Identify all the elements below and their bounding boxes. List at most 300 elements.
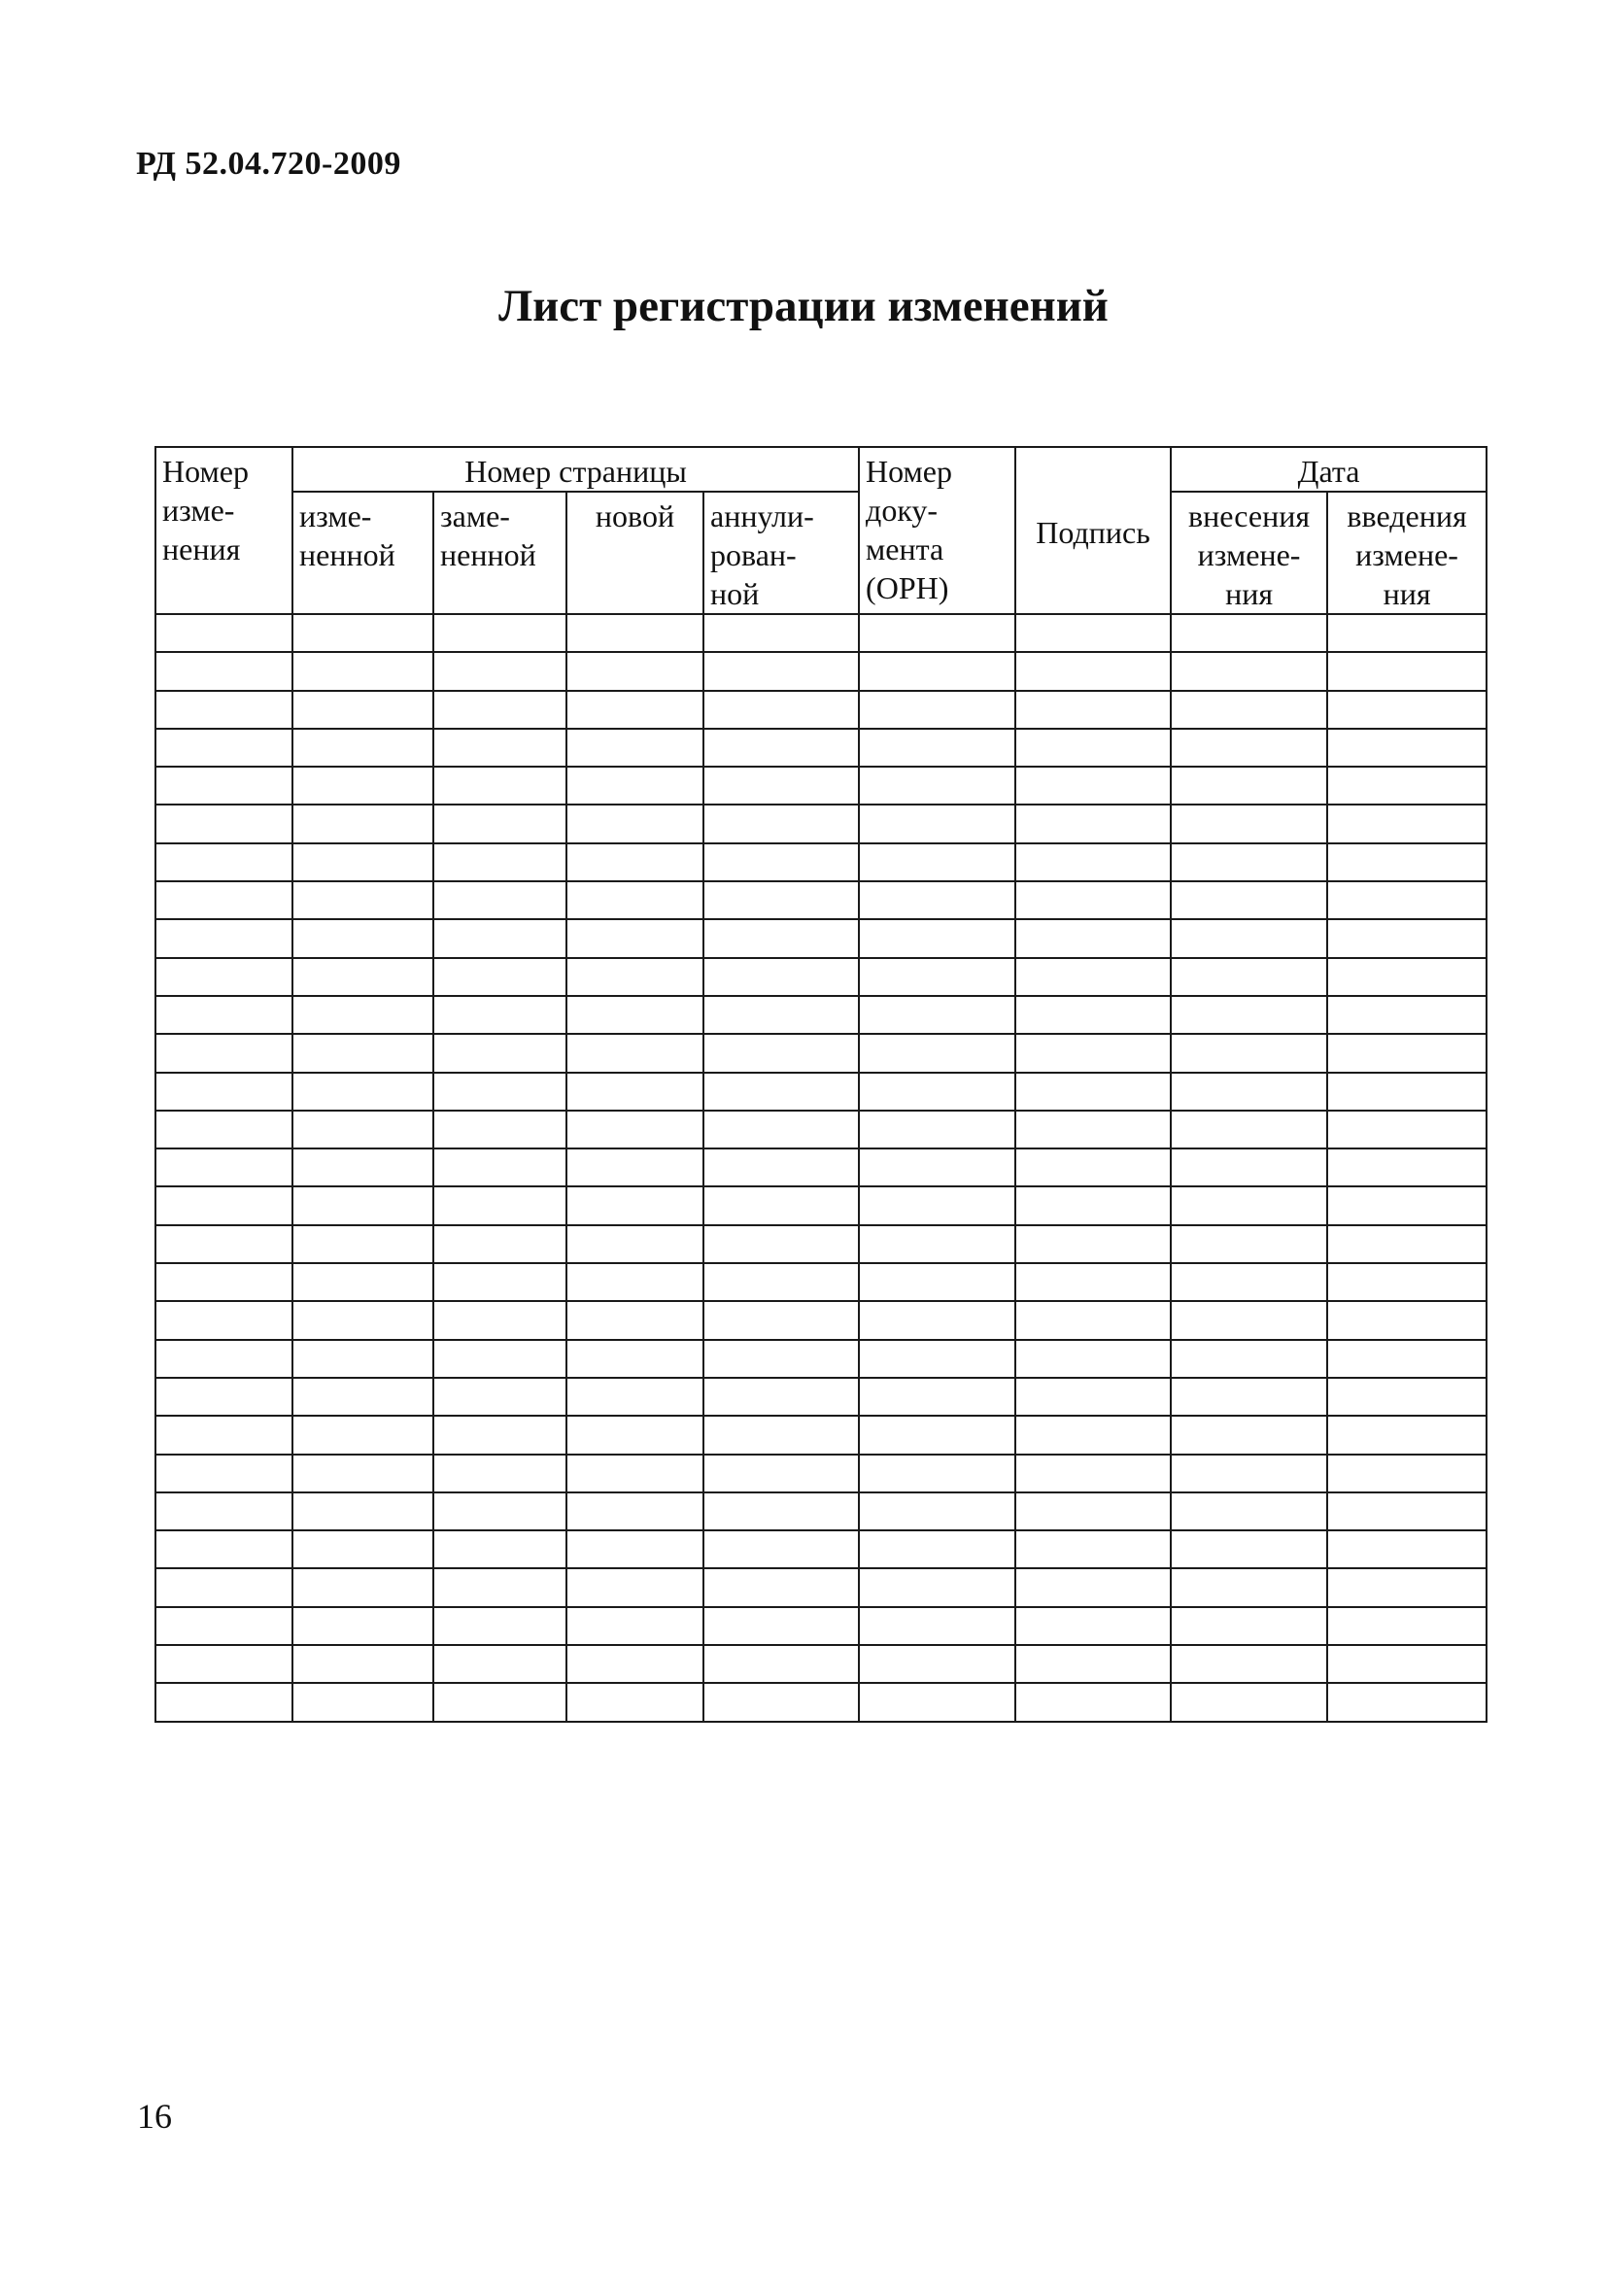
cell-changed — [292, 1530, 433, 1568]
cell-date-effective — [1327, 1416, 1487, 1454]
cell-signature — [1015, 1683, 1171, 1721]
cell-date-entry — [1171, 691, 1327, 729]
cell-signature — [1015, 1340, 1171, 1378]
header-date-effective — [1327, 492, 1487, 614]
cell-replaced — [433, 881, 566, 919]
header-changed-label: изме- ненной — [299, 498, 395, 572]
cell-changed — [292, 1416, 433, 1454]
cell-document-number — [859, 1111, 1015, 1148]
cell-replaced — [433, 1034, 566, 1072]
cell-change-number — [155, 691, 292, 729]
table-row — [155, 691, 1487, 729]
cell-replaced — [433, 919, 566, 957]
cell-date-entry — [1171, 843, 1327, 881]
cell-replaced — [433, 958, 566, 996]
cell-change-number — [155, 1111, 292, 1148]
cell-new — [566, 1301, 703, 1339]
header-annulled-label: аннули- рован- ной — [710, 498, 814, 611]
cell-changed — [292, 1225, 433, 1263]
table-body — [155, 614, 1487, 1722]
cell-date-entry — [1171, 1455, 1327, 1492]
cell-date-effective — [1327, 1530, 1487, 1568]
cell-new — [566, 691, 703, 729]
header-annulled — [703, 492, 859, 614]
cell-annulled — [703, 1301, 859, 1339]
change-registration-table — [154, 446, 1487, 1723]
table-row — [155, 958, 1487, 996]
cell-document-number — [859, 1607, 1015, 1645]
cell-date-effective — [1327, 1073, 1487, 1111]
header-date-group-label: Дата — [1297, 454, 1360, 489]
cell-annulled — [703, 1225, 859, 1263]
cell-annulled — [703, 996, 859, 1034]
cell-changed — [292, 1148, 433, 1186]
cell-signature — [1015, 1073, 1171, 1111]
table-row — [155, 1301, 1487, 1339]
cell-change-number — [155, 1645, 292, 1683]
cell-new — [566, 1645, 703, 1683]
cell-date-entry — [1171, 614, 1327, 652]
cell-new — [566, 881, 703, 919]
cell-changed — [292, 919, 433, 957]
cell-date-entry — [1171, 1530, 1327, 1568]
cell-date-entry — [1171, 1186, 1327, 1224]
cell-date-entry — [1171, 805, 1327, 842]
cell-change-number — [155, 614, 292, 652]
cell-document-number — [859, 1683, 1015, 1721]
cell-changed — [292, 1683, 433, 1721]
cell-date-entry — [1171, 1568, 1327, 1606]
header-signature-label: Подпись — [1036, 515, 1150, 550]
cell-date-entry — [1171, 996, 1327, 1034]
cell-replaced — [433, 1111, 566, 1148]
header-replaced-label: заме- ненной — [440, 498, 536, 572]
cell-change-number — [155, 1607, 292, 1645]
cell-document-number — [859, 1148, 1015, 1186]
cell-change-number — [155, 652, 292, 690]
cell-changed — [292, 1607, 433, 1645]
table-row — [155, 1148, 1487, 1186]
cell-new — [566, 729, 703, 767]
cell-signature — [1015, 652, 1171, 690]
cell-date-entry — [1171, 919, 1327, 957]
cell-date-effective — [1327, 1263, 1487, 1301]
cell-document-number — [859, 881, 1015, 919]
cell-replaced — [433, 1455, 566, 1492]
cell-changed — [292, 1492, 433, 1530]
cell-new — [566, 1683, 703, 1721]
cell-date-effective — [1327, 1301, 1487, 1339]
table-row — [155, 881, 1487, 919]
cell-date-effective — [1327, 652, 1487, 690]
cell-signature — [1015, 1492, 1171, 1530]
cell-signature — [1015, 1607, 1171, 1645]
cell-date-entry — [1171, 1683, 1327, 1721]
cell-change-number — [155, 1148, 292, 1186]
cell-replaced — [433, 1607, 566, 1645]
cell-document-number — [859, 843, 1015, 881]
cell-annulled — [703, 1263, 859, 1301]
cell-changed — [292, 958, 433, 996]
table-row — [155, 1186, 1487, 1224]
cell-new — [566, 614, 703, 652]
cell-changed — [292, 1645, 433, 1683]
cell-document-number — [859, 1225, 1015, 1263]
header-change-number-label: Номер изме- нения — [162, 454, 249, 566]
cell-date-effective — [1327, 729, 1487, 767]
cell-changed — [292, 843, 433, 881]
cell-annulled — [703, 729, 859, 767]
cell-change-number — [155, 1301, 292, 1339]
cell-change-number — [155, 1340, 292, 1378]
header-signature — [1015, 447, 1171, 614]
cell-new — [566, 1455, 703, 1492]
cell-changed — [292, 767, 433, 805]
cell-date-entry — [1171, 1225, 1327, 1263]
cell-annulled — [703, 691, 859, 729]
cell-new — [566, 958, 703, 996]
page-title: Лист регистрации изменений — [498, 281, 1109, 331]
cell-replaced — [433, 843, 566, 881]
cell-signature — [1015, 1416, 1171, 1454]
cell-replaced — [433, 614, 566, 652]
table-row — [155, 767, 1487, 805]
table-row — [155, 1416, 1487, 1454]
cell-signature — [1015, 996, 1171, 1034]
cell-date-entry — [1171, 729, 1327, 767]
cell-signature — [1015, 691, 1171, 729]
header-date-entry-label: внесения измене- ния — [1188, 498, 1311, 611]
cell-annulled — [703, 652, 859, 690]
cell-document-number — [859, 958, 1015, 996]
cell-signature — [1015, 614, 1171, 652]
cell-signature — [1015, 1455, 1171, 1492]
cell-date-entry — [1171, 1111, 1327, 1148]
cell-replaced — [433, 996, 566, 1034]
cell-document-number — [859, 767, 1015, 805]
cell-date-effective — [1327, 614, 1487, 652]
cell-change-number — [155, 1568, 292, 1606]
cell-replaced — [433, 1492, 566, 1530]
cell-change-number — [155, 1378, 292, 1416]
cell-new — [566, 1568, 703, 1606]
cell-signature — [1015, 919, 1171, 957]
cell-changed — [292, 1034, 433, 1072]
cell-date-effective — [1327, 1455, 1487, 1492]
cell-signature — [1015, 1301, 1171, 1339]
cell-annulled — [703, 805, 859, 842]
cell-annulled — [703, 1607, 859, 1645]
cell-replaced — [433, 1186, 566, 1224]
cell-new — [566, 1378, 703, 1416]
cell-new — [566, 652, 703, 690]
table-row — [155, 1645, 1487, 1683]
cell-signature — [1015, 767, 1171, 805]
cell-replaced — [433, 1263, 566, 1301]
cell-replaced — [433, 1378, 566, 1416]
table-row — [155, 843, 1487, 881]
cell-signature — [1015, 805, 1171, 842]
table-row — [155, 1492, 1487, 1530]
cell-new — [566, 1530, 703, 1568]
cell-replaced — [433, 1568, 566, 1606]
cell-change-number — [155, 1225, 292, 1263]
table-row — [155, 1568, 1487, 1606]
cell-signature — [1015, 729, 1171, 767]
header-replaced — [433, 492, 566, 614]
cell-replaced — [433, 1645, 566, 1683]
cell-changed — [292, 1111, 433, 1148]
cell-date-effective — [1327, 1034, 1487, 1072]
cell-annulled — [703, 767, 859, 805]
cell-date-effective — [1327, 1340, 1487, 1378]
cell-change-number — [155, 1455, 292, 1492]
cell-changed — [292, 1378, 433, 1416]
cell-new — [566, 919, 703, 957]
page-number: 16 — [137, 2097, 172, 2136]
cell-replaced — [433, 1340, 566, 1378]
cell-changed — [292, 1263, 433, 1301]
cell-date-effective — [1327, 996, 1487, 1034]
cell-replaced — [433, 1225, 566, 1263]
cell-change-number — [155, 1492, 292, 1530]
cell-change-number — [155, 767, 292, 805]
header-date-effective-label: введения измене- ния — [1347, 498, 1467, 611]
cell-new — [566, 1111, 703, 1148]
cell-changed — [292, 729, 433, 767]
cell-replaced — [433, 1683, 566, 1721]
cell-signature — [1015, 1148, 1171, 1186]
cell-date-entry — [1171, 958, 1327, 996]
cell-annulled — [703, 958, 859, 996]
cell-annulled — [703, 1073, 859, 1111]
cell-annulled — [703, 843, 859, 881]
table-row — [155, 1607, 1487, 1645]
cell-annulled — [703, 919, 859, 957]
cell-replaced — [433, 691, 566, 729]
cell-date-effective — [1327, 919, 1487, 957]
cell-changed — [292, 996, 433, 1034]
cell-date-effective — [1327, 843, 1487, 881]
cell-document-number — [859, 1301, 1015, 1339]
cell-date-entry — [1171, 1416, 1327, 1454]
cell-date-entry — [1171, 1645, 1327, 1683]
table-row — [155, 1683, 1487, 1721]
cell-annulled — [703, 881, 859, 919]
cell-document-number — [859, 919, 1015, 957]
cell-document-number — [859, 614, 1015, 652]
cell-date-effective — [1327, 1378, 1487, 1416]
cell-document-number — [859, 1568, 1015, 1606]
cell-date-effective — [1327, 1568, 1487, 1606]
cell-new — [566, 1340, 703, 1378]
cell-annulled — [703, 1034, 859, 1072]
cell-new — [566, 1416, 703, 1454]
cell-change-number — [155, 729, 292, 767]
cell-annulled — [703, 1568, 859, 1606]
cell-change-number — [155, 919, 292, 957]
cell-replaced — [433, 729, 566, 767]
cell-replaced — [433, 1301, 566, 1339]
header-new-label: новой — [595, 498, 675, 533]
cell-change-number — [155, 1186, 292, 1224]
cell-new — [566, 843, 703, 881]
cell-replaced — [433, 652, 566, 690]
cell-date-effective — [1327, 1607, 1487, 1645]
cell-change-number — [155, 1263, 292, 1301]
cell-signature — [1015, 843, 1171, 881]
cell-signature — [1015, 1034, 1171, 1072]
cell-change-number — [155, 1034, 292, 1072]
cell-new — [566, 1034, 703, 1072]
cell-replaced — [433, 805, 566, 842]
cell-document-number — [859, 1492, 1015, 1530]
cell-changed — [292, 1301, 433, 1339]
cell-date-effective — [1327, 1148, 1487, 1186]
cell-annulled — [703, 1186, 859, 1224]
cell-replaced — [433, 1148, 566, 1186]
cell-replaced — [433, 767, 566, 805]
table-row — [155, 1455, 1487, 1492]
cell-new — [566, 1263, 703, 1301]
cell-signature — [1015, 1645, 1171, 1683]
table-row — [155, 1073, 1487, 1111]
cell-date-entry — [1171, 1148, 1327, 1186]
table-row — [155, 1530, 1487, 1568]
cell-document-number — [859, 1034, 1015, 1072]
cell-document-number — [859, 996, 1015, 1034]
cell-new — [566, 767, 703, 805]
header-date-group — [1171, 447, 1487, 492]
cell-changed — [292, 1455, 433, 1492]
cell-signature — [1015, 1263, 1171, 1301]
cell-date-effective — [1327, 805, 1487, 842]
table-row — [155, 919, 1487, 957]
table-row — [155, 996, 1487, 1034]
table-row — [155, 1111, 1487, 1148]
cell-date-entry — [1171, 652, 1327, 690]
cell-signature — [1015, 958, 1171, 996]
cell-annulled — [703, 1416, 859, 1454]
cell-changed — [292, 652, 433, 690]
cell-document-number — [859, 1378, 1015, 1416]
table-row — [155, 1378, 1487, 1416]
cell-annulled — [703, 614, 859, 652]
cell-new — [566, 1073, 703, 1111]
cell-document-number — [859, 1455, 1015, 1492]
cell-new — [566, 1186, 703, 1224]
cell-change-number — [155, 1530, 292, 1568]
cell-date-entry — [1171, 1340, 1327, 1378]
cell-annulled — [703, 1111, 859, 1148]
cell-annulled — [703, 1645, 859, 1683]
cell-change-number — [155, 881, 292, 919]
cell-change-number — [155, 805, 292, 842]
table-row — [155, 652, 1487, 690]
cell-document-number — [859, 1645, 1015, 1683]
cell-change-number — [155, 996, 292, 1034]
cell-replaced — [433, 1073, 566, 1111]
cell-date-entry — [1171, 1492, 1327, 1530]
cell-date-effective — [1327, 881, 1487, 919]
cell-changed — [292, 614, 433, 652]
cell-date-effective — [1327, 1492, 1487, 1530]
cell-annulled — [703, 1378, 859, 1416]
cell-signature — [1015, 1378, 1171, 1416]
header-document-number — [859, 447, 1015, 614]
cell-signature — [1015, 1225, 1171, 1263]
cell-date-effective — [1327, 1645, 1487, 1683]
cell-document-number — [859, 1340, 1015, 1378]
cell-date-entry — [1171, 1073, 1327, 1111]
cell-date-effective — [1327, 767, 1487, 805]
cell-replaced — [433, 1416, 566, 1454]
cell-signature — [1015, 881, 1171, 919]
cell-document-number — [859, 1416, 1015, 1454]
cell-document-number — [859, 729, 1015, 767]
cell-changed — [292, 1568, 433, 1606]
header-new — [566, 492, 703, 614]
cell-date-entry — [1171, 1607, 1327, 1645]
cell-annulled — [703, 1455, 859, 1492]
header-change-number — [155, 447, 292, 614]
cell-date-entry — [1171, 767, 1327, 805]
cell-annulled — [703, 1492, 859, 1530]
header-changed — [292, 492, 433, 614]
cell-new — [566, 1492, 703, 1530]
table-row — [155, 1263, 1487, 1301]
cell-date-effective — [1327, 958, 1487, 996]
cell-date-entry — [1171, 881, 1327, 919]
cell-change-number — [155, 1416, 292, 1454]
cell-new — [566, 1148, 703, 1186]
cell-change-number — [155, 958, 292, 996]
cell-document-number — [859, 691, 1015, 729]
cell-date-entry — [1171, 1034, 1327, 1072]
cell-signature — [1015, 1111, 1171, 1148]
cell-change-number — [155, 1073, 292, 1111]
cell-document-number — [859, 1263, 1015, 1301]
cell-changed — [292, 1073, 433, 1111]
cell-date-effective — [1327, 1683, 1487, 1721]
header-document-number-label: Номер доку- мента (ОРН) — [866, 454, 952, 605]
cell-document-number — [859, 1186, 1015, 1224]
cell-changed — [292, 1186, 433, 1224]
cell-annulled — [703, 1148, 859, 1186]
cell-changed — [292, 691, 433, 729]
cell-new — [566, 805, 703, 842]
header-page-number-group — [292, 447, 859, 492]
cell-annulled — [703, 1683, 859, 1721]
cell-date-entry — [1171, 1378, 1327, 1416]
cell-annulled — [703, 1340, 859, 1378]
cell-signature — [1015, 1186, 1171, 1224]
cell-document-number — [859, 1530, 1015, 1568]
table-row — [155, 729, 1487, 767]
cell-changed — [292, 881, 433, 919]
document-code: РД 52.04.720-2009 — [136, 146, 401, 182]
cell-new — [566, 1607, 703, 1645]
header-page-number-group-label: Номер страницы — [464, 454, 687, 489]
table-row — [155, 614, 1487, 652]
cell-date-entry — [1171, 1263, 1327, 1301]
cell-date-entry — [1171, 1301, 1327, 1339]
cell-date-effective — [1327, 1225, 1487, 1263]
cell-document-number — [859, 652, 1015, 690]
table-row — [155, 1340, 1487, 1378]
cell-date-effective — [1327, 1111, 1487, 1148]
table-row — [155, 805, 1487, 842]
